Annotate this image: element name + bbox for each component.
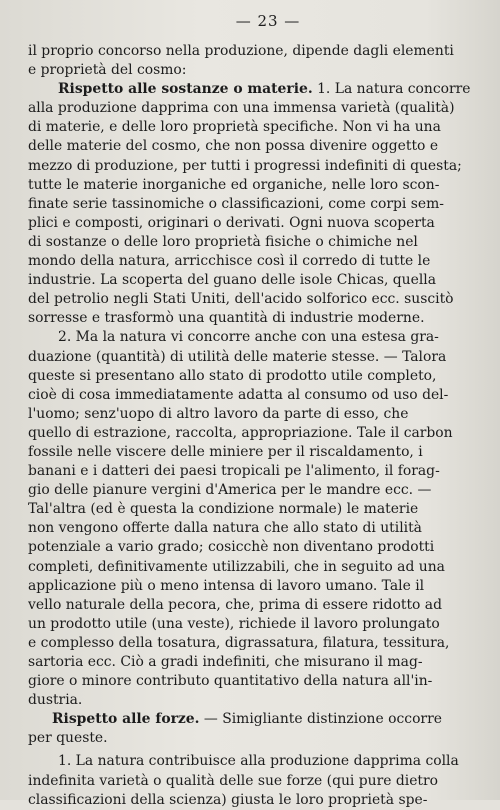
text-line: vello naturale della pecora, che, prima di essere ridotto ad (28, 596, 442, 613)
text-line: 2. Ma la natura vi concorre anche con una estesa gra- (58, 329, 439, 346)
text-line: dustria. (28, 692, 83, 709)
text-line: sorresse e trasformò una quantità di industrie moderne. (28, 310, 425, 327)
text-line (28, 80, 490, 99)
text-line: il proprio concorso nella produzione, dipende dagli elementi (28, 43, 454, 59)
text-run: 1. La natura concorre (312, 81, 471, 98)
text-line: industrie. La scoperta del guano delle isole Chicas, quella (28, 272, 437, 289)
text-line (28, 710, 490, 729)
text-line: e complesso della tosatura, digrassatura, filatura, tessitura, (28, 634, 450, 651)
text-line: di sostanze o delle loro proprietà fisiche o chimiche nel (28, 233, 418, 250)
text-line: duazione (quantità) di utilità delle materie stesse. — Talora (28, 348, 447, 365)
section-heading: Rispetto alle sostanze o materie. (58, 81, 313, 98)
text-line: plici e composti, originari o derivati. Ogni nuova scoperta (28, 214, 435, 231)
text-line: 1. La natura contribuisce alla produzione dapprima colla (58, 753, 459, 770)
text-line: sartoria ecc. Ciò a gradi indefiniti, che misurano il mag- (28, 654, 423, 670)
text-line: mondo della natura, arricchisce così il corredo di tutte le (28, 253, 431, 270)
text-line: giore o minore contributo quantitativo della natura all'in- (28, 673, 433, 690)
body-text (28, 42, 490, 810)
text-line: un prodotto utile (una veste), richiede il lavoro prolungato (28, 615, 440, 632)
text-line: e proprietà del cosmo: (28, 62, 187, 79)
text-line: l'uomo; senz'uopo di altro lavoro da parte di esso, che (28, 405, 409, 422)
text-line: di materie, e delle loro proprietà specifiche. Non vi ha una (28, 119, 441, 136)
text-line: indefinita varietà o qualità delle sue forze (qui pure dietro (28, 772, 439, 789)
text-line: applicazione più o meno intensa di lavoro umano. Tale il (28, 577, 425, 594)
text-line: alla produzione dapprima con una immensa varietà (qualità) (28, 100, 455, 117)
text-line: mezzo di produzione, per tutti i progressi indefiniti di questa; (28, 157, 462, 174)
text-line: completi, definitivamente utilizzabili, che in seguito ad una (28, 558, 445, 575)
text-line: banani e i datteri dei paesi tropicali pe l'alimento, il forag- (28, 463, 440, 480)
text-run: — Simigliante distinzione occorre (199, 711, 442, 728)
text-line: finate serie tassinomiche o classificazioni, come corpi sem- (28, 195, 444, 212)
page-number: — 23 — (235, 12, 301, 30)
text-line: delle materie del cosmo, che non possa divenire oggetto e (28, 138, 439, 155)
section-heading: Rispetto alle forze. (52, 711, 200, 728)
text-line: Tal'altra (ed è questa la condizione normale) le materie (28, 501, 419, 518)
text-line: potenziale a vario grado; cosicchè non diventano prodotti (28, 539, 435, 556)
text-line: fossile nelle viscere delle miniere per il riscaldamento, i (28, 443, 423, 460)
text-line: classificazioni della scienza) giusta le loro proprietà spe- (28, 791, 428, 808)
text-line: del petrolio negli Stati Uniti, dell'acido solforico ecc. suscitò (28, 291, 454, 308)
text-line: gio delle pianure vergini d'America per le mandre ecc. — (28, 482, 432, 499)
text-line: non vengono offerte dalla natura che allo stato di utilità (28, 520, 422, 537)
text-line: quello di estrazione, raccolta, appropriazione. Tale il carbon (28, 424, 453, 441)
text-line: cioè di cosa immediatamente adatta al consumo od uso del- (28, 386, 449, 403)
text-line: queste si presentano allo stato di prodotto utile completo, (28, 367, 437, 384)
text-line: per queste. (28, 730, 108, 747)
text-line: tutte le materie inorganiche ed organiche, nelle loro scon- (28, 176, 440, 193)
